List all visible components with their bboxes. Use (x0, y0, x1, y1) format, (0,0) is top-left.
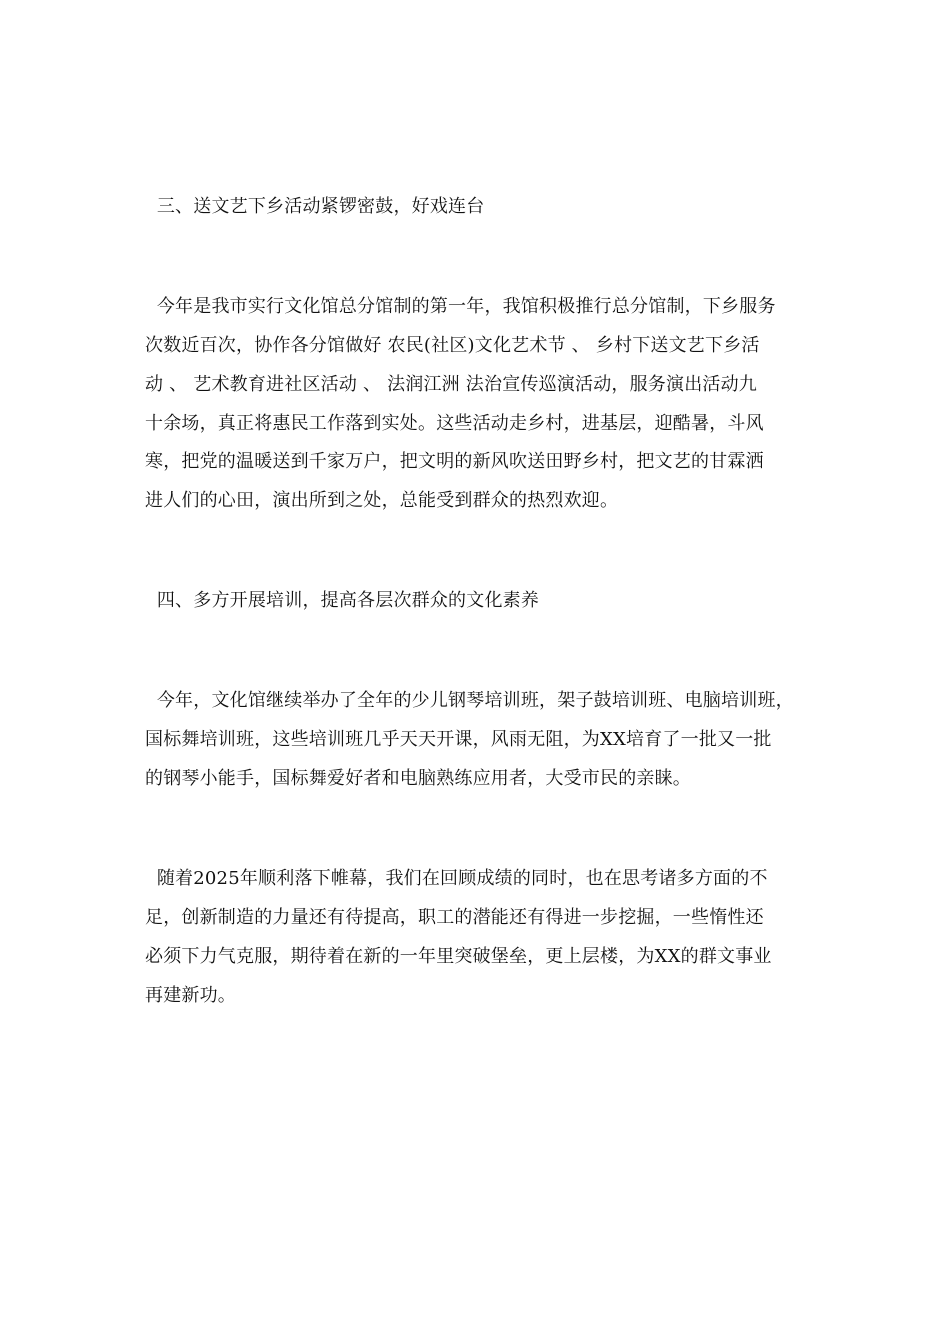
paragraph-1-line-4: 十余场，真正将惠民工作落到实处。这些活动走乡村，进基层，迎酷暑，斗风 (145, 413, 764, 434)
paragraph-2-line-2: 国标舞培训班，这些培训班几乎天天开课，风雨无阻，为XX培育了一批又一批 (145, 729, 772, 750)
paragraph-3-line-4: 再建新功。 (145, 985, 236, 1006)
section-heading-3: 三、送文艺下乡活动紧锣密鼓，好戏连台 (145, 196, 485, 217)
paragraph-3-line-2: 足，创新制造的力量还有待提高，职工的潜能还有得进一步挖掘，一些惰性还 (145, 907, 764, 928)
paragraph-3-line-1: 随着2025年顺利落下帷幕，我们在回顾成绩的同时，也在思考诸多方面的不 (145, 868, 768, 889)
paragraph-1-line-3: 动 、 艺术教育进社区活动 、 法润江洲 法治宣传巡演活动，服务演出活动九 (145, 374, 758, 395)
paragraph-2-line-1: 今年，文化馆继续举办了全年的少儿钢琴培训班，架子鼓培训班、电脑培训班， (145, 690, 794, 711)
paragraph-1-line-6: 进人们的心田，演出所到之处，总能受到群众的热烈欢迎。 (145, 490, 619, 511)
paragraph-1-line-5: 寒，把党的温暖送到千家万户，把文明的新风吹送田野乡村，把文艺的甘霖洒 (145, 451, 764, 472)
paragraph-1-line-1: 今年是我市实行文化馆总分馆制的第一年，我馆积极推行总分馆制，下乡服务 (145, 296, 776, 317)
paragraph-1-line-2: 次数近百次，协作各分馆做好 农民(社区)文化艺术节 、 乡村下送文艺下乡活 (145, 335, 760, 356)
section-heading-4: 四、多方开展培训，提高各层次群众的文化素养 (145, 590, 540, 611)
paragraph-3-line-3: 必须下力气克服，期待着在新的一年里突破堡垒，更上层楼，为XX的群文事业 (145, 946, 772, 967)
paragraph-2-line-3: 的钢琴小能手，国标舞爱好者和电脑熟练应用者，大受市民的亲睐。 (145, 768, 691, 789)
